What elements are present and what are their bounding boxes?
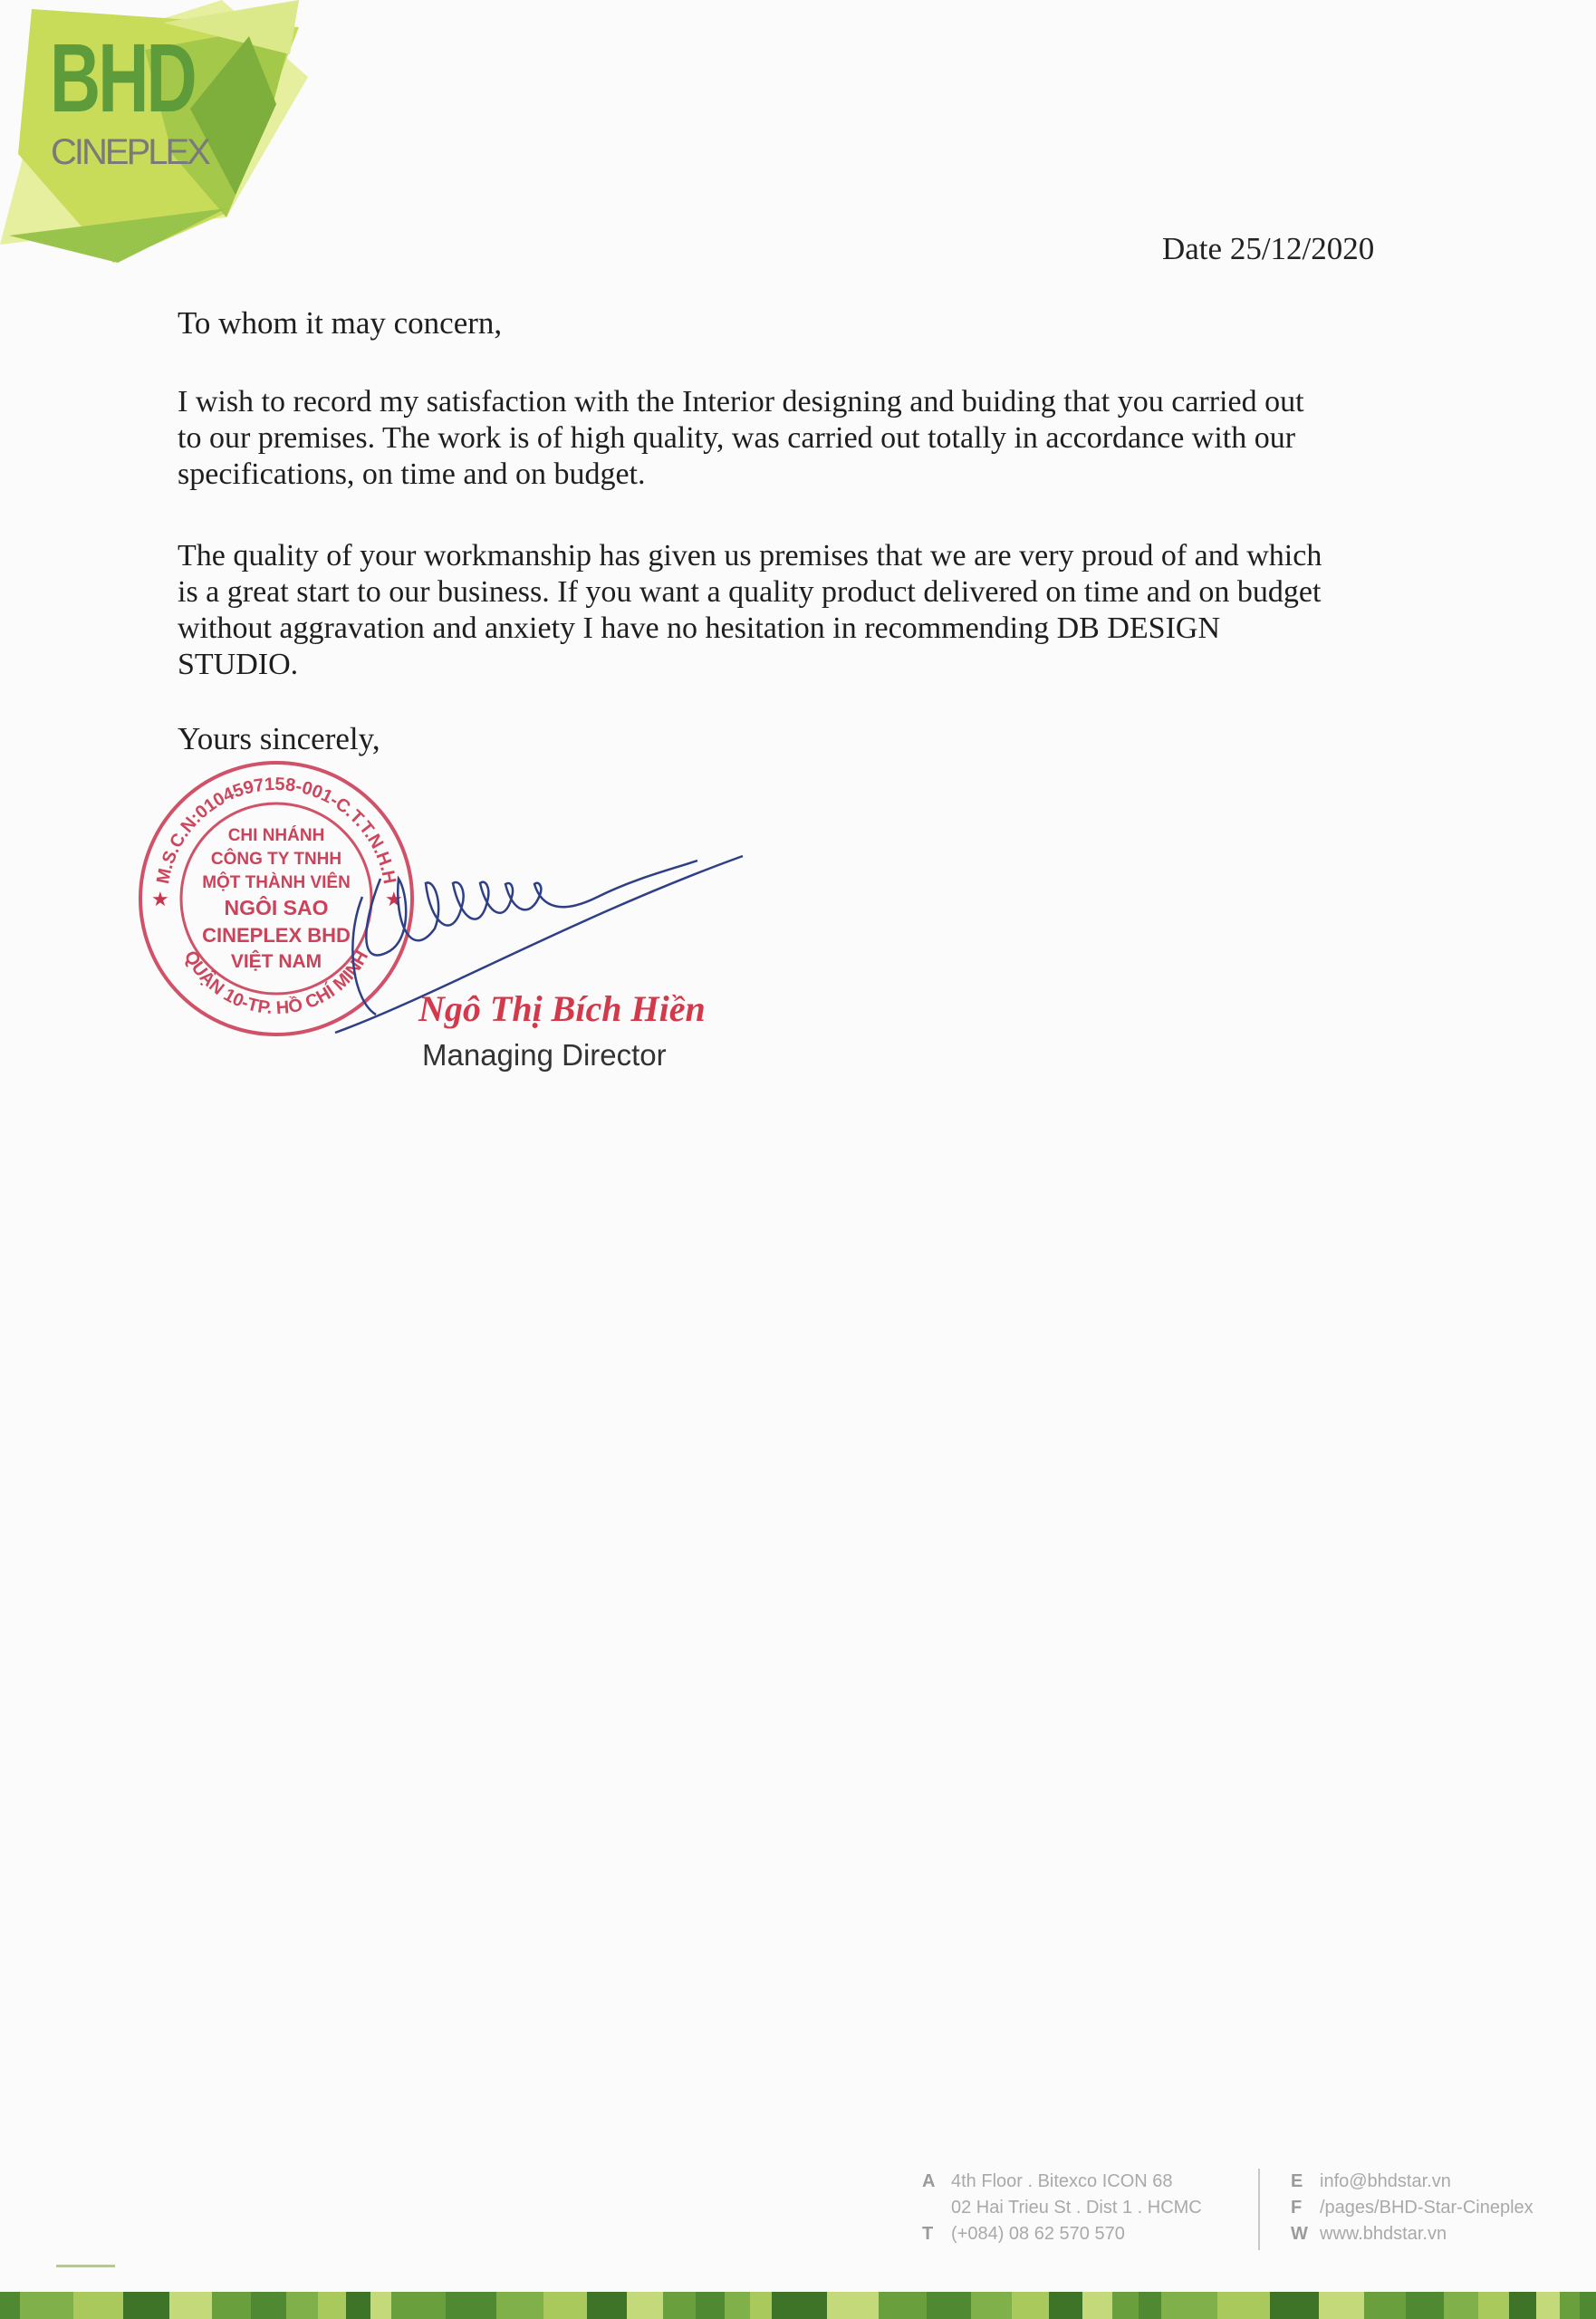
strip-block	[318, 2292, 346, 2319]
letter-closing: Yours sincerely,	[178, 721, 380, 756]
stamp-line: VIỆT NAM	[230, 951, 322, 972]
footer-color-strip	[0, 2292, 1596, 2319]
brand-main-text: BHD	[50, 23, 195, 132]
paragraph-satisfaction	[178, 384, 1304, 493]
strip-block	[750, 2292, 772, 2319]
stamp-outer-text: M.S.C.N:0104597158-001-C.T.T.N.H.H	[153, 774, 399, 886]
strip-block	[879, 2292, 927, 2319]
paragraph-line: I wish to record my satisfaction with the Interior designing and buiding that you carried out	[178, 385, 1304, 419]
strip-block	[123, 2292, 169, 2319]
footer-label: W	[1291, 2224, 1308, 2244]
strip-block	[391, 2292, 446, 2319]
footer-contact-block	[1291, 2169, 1534, 2247]
strip-block	[1139, 2292, 1161, 2319]
stamp-star-icon: ★	[151, 888, 169, 910]
footer-divider	[1258, 2169, 1260, 2250]
strip-block	[827, 2292, 879, 2319]
stamp-line: NGÔI SAO	[224, 896, 329, 919]
strip-block	[1217, 2292, 1270, 2319]
strip-block	[169, 2292, 212, 2319]
paragraph-line: The quality of your workmanship has given us premises that we are very proud of and which	[178, 539, 1322, 573]
strip-block	[1580, 2292, 1596, 2319]
footer-phone: (+084) 08 62 570 570	[951, 2224, 1125, 2244]
strip-block	[1444, 2292, 1478, 2319]
strip-block	[1364, 2292, 1406, 2319]
bhd-cineplex-logo	[0, 0, 308, 272]
strip-block	[346, 2292, 370, 2319]
footer-address-line1: 4th Floor . Bitexco ICON 68	[951, 2171, 1173, 2191]
strip-block	[286, 2292, 318, 2319]
strip-block	[663, 2292, 696, 2319]
footer-phone-row	[922, 2221, 1202, 2247]
strip-block	[212, 2292, 251, 2319]
footer-label: T	[922, 2224, 934, 2244]
strip-block	[587, 2292, 627, 2319]
strip-block	[1509, 2292, 1536, 2319]
strip-block	[1270, 2292, 1319, 2319]
strip-block	[20, 2292, 73, 2319]
strip-block	[1560, 2292, 1580, 2319]
footer-address-row	[922, 2169, 1202, 2195]
strip-block	[1536, 2292, 1560, 2319]
strip-block	[543, 2292, 587, 2319]
stamp-line: CINEPLEX BHD	[202, 924, 351, 947]
strip-block	[1478, 2292, 1509, 2319]
footer-address-line2: 02 Hai Trieu St . Dist 1 . HCMC	[951, 2198, 1202, 2218]
stamp-line: CÔNG TY TNHH	[210, 850, 342, 869]
strip-block	[627, 2292, 663, 2319]
footer-label: E	[1291, 2171, 1303, 2191]
footer-facebook-row	[1291, 2195, 1534, 2221]
paragraph-line: is a great start to our business. If you want a quality product delivered on time and on budget	[178, 575, 1322, 609]
footer-web: www.bhdstar.vn	[1320, 2224, 1447, 2244]
paragraph-line: to our premises. The work is of high quality, was carried out totally in accordance with our	[178, 421, 1296, 455]
strip-block	[971, 2292, 1012, 2319]
letter-greeting: To whom it may concern,	[178, 305, 503, 341]
footer-email: info@bhdstar.vn	[1320, 2171, 1451, 2191]
strip-block	[725, 2292, 750, 2319]
strip-block	[0, 2292, 20, 2319]
strip-block	[772, 2292, 827, 2319]
paragraph-recommendation	[178, 538, 1322, 683]
signer-title: Managing Director	[422, 1038, 667, 1072]
footer-address-row	[922, 2195, 1202, 2221]
footer-email-row	[1291, 2169, 1534, 2195]
strip-block	[446, 2292, 496, 2319]
strip-block	[496, 2292, 543, 2319]
strip-block	[927, 2292, 971, 2319]
signer-name: Ngô Thị Bích Hiền	[418, 988, 706, 1029]
footer-web-row	[1291, 2221, 1534, 2247]
strip-block	[1049, 2292, 1082, 2319]
footer-accent-dash	[56, 2265, 115, 2267]
footer-label: F	[1291, 2198, 1303, 2218]
footer-label: A	[922, 2171, 936, 2191]
strip-block	[1406, 2292, 1444, 2319]
stamp-line: CHI NHÁNH	[227, 826, 325, 845]
strip-block	[696, 2292, 725, 2319]
strip-block	[370, 2292, 391, 2319]
letter-date: Date 25/12/2020	[1162, 231, 1375, 266]
stamp-star-icon: ★	[385, 888, 403, 910]
strip-block	[1112, 2292, 1139, 2319]
paragraph-line: without aggravation and anxiety I have no hesitation in recommending DB DESIGN	[178, 611, 1221, 645]
strip-block	[1319, 2292, 1364, 2319]
strip-block	[1012, 2292, 1049, 2319]
footer-facebook: /pages/BHD-Star-Cineplex	[1320, 2198, 1534, 2218]
footer-address-block	[922, 2169, 1202, 2247]
brand-sub-text: CINEPLEX	[51, 132, 208, 172]
stamp-line: MỘT THÀNH VIÊN	[202, 873, 351, 892]
strip-block	[1082, 2292, 1112, 2319]
paragraph-line: STUDIO.	[178, 648, 299, 681]
strip-block	[1161, 2292, 1217, 2319]
strip-block	[73, 2292, 123, 2319]
strip-block	[251, 2292, 286, 2319]
stamp-bottom-text: QUẬN 10-TP. HỒ CHÍ MINH	[179, 948, 373, 1019]
paragraph-line: specifications, on time and on budget.	[178, 457, 646, 491]
